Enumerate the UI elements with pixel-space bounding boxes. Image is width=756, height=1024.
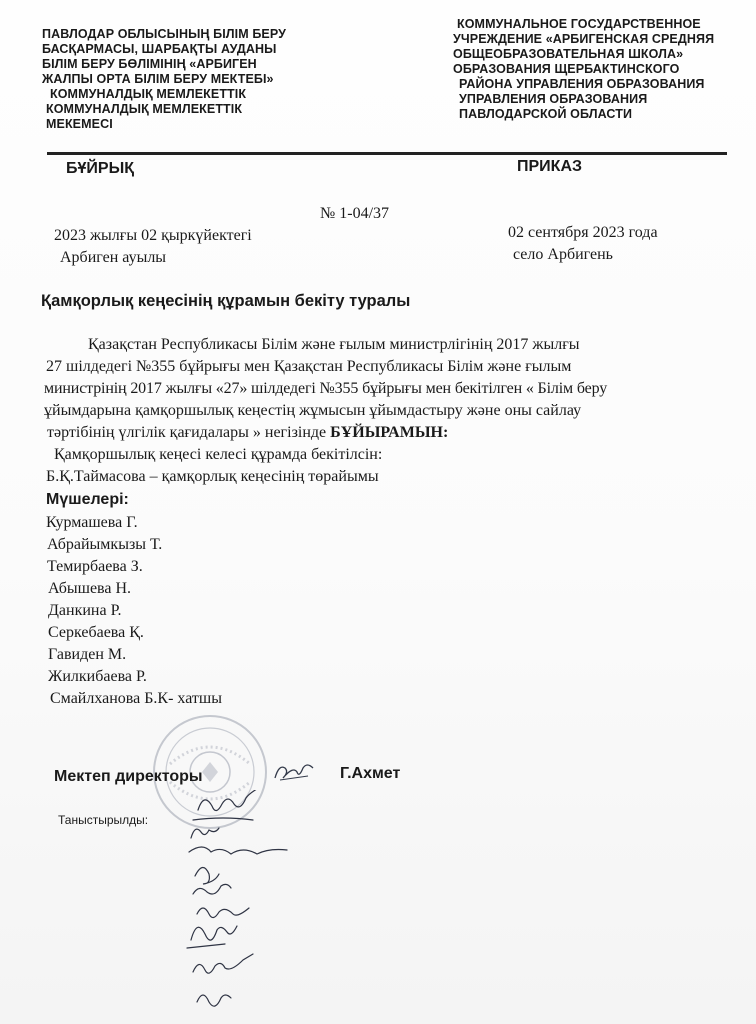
order-title: Қамқорлық кеңесінің құрамын бекіту туралы [41,292,411,310]
director-name: Г.Ахмет [340,765,401,782]
body-line: Қазақстан Республикасы Білім және ғылым министрлігінің 2017 жылғы [88,336,580,353]
director-title: Мектеп директоры [54,768,203,785]
member-item: Абрайымкызы Т. [47,536,163,553]
member-item: Курмашева Г. [46,514,138,531]
members-heading: Мүшелері: [46,491,129,508]
approve-line: Қамқоршылық кеңесі келесі құрамда бекітілсін: [54,446,383,463]
kz-header-line: КОММУНАЛДЫҚ МЕМЛЕКЕТТІК [50,87,247,101]
member-item: Серкебаева Қ. [48,624,144,641]
member-item: Абышева Н. [48,580,132,597]
ru-header-line: УЧРЕЖДЕНИЕ «АРБИГЕНСКАЯ СРЕДНЯЯ [453,32,715,46]
member-item: Смайлханова Б.К- хатшы [50,690,222,707]
member-item: Жилкибаева Р. [48,668,147,685]
ru-header-line: ПАВЛОДАРСКОЙ ОБЛАСТИ [459,107,633,121]
ru-institution-header [453,17,714,122]
header-divider [47,152,727,155]
kz-place: Арбиген ауылы [60,249,167,266]
ru-header-line: ОБРАЗОВАНИЯ ЩЕРБАКТИНСКОГО [453,62,680,76]
order-number: № 1-04/37 [320,205,390,222]
ru-date: 02 сентября 2023 года [508,224,658,241]
acquainted-label: Таныстырылды: [58,813,149,827]
director-signature [272,760,316,786]
kz-header-line: КОММУНАЛДЫҚ МЕМЛЕКЕТТІК [46,102,243,116]
order-word: БҰЙЫРАМЫН: [330,424,449,441]
ru-doc-type: ПРИКАЗ [517,158,583,175]
ru-header-line: УПРАВЛЕНИЯ ОБРАЗОВАНИЯ [459,92,648,106]
kz-institution-header [42,27,286,132]
body-line: 27 шілдедегі №355 бұйрығы мен Қазақстан Республикасы Білім және ғылым [46,358,572,375]
kz-header-line: ЖАЛПЫ ОРТА БІЛІМ БЕРУ МЕКТЕБІ» [42,72,274,86]
acquaintance-signatures [183,790,323,1020]
body-line: ұйымдарына қамқоршылық кеңестің жұмысын ұйымдастыру және оны сайлау [44,402,582,419]
body-line: министрінің 2017 жылғы «27» шілдедегі №355 бұйрығы мен бекітілген « Білім беру [44,380,608,397]
body-line-text: тәртібінің үлгілік қағидалары » негізінде [47,424,331,441]
kz-header-line: БІЛІМ БЕРУ БӨЛІМІНІҢ «АРБИГЕН [42,57,257,71]
body-line-final [47,424,448,442]
member-item: Данкина Р. [48,602,122,619]
ru-header-line: КОММУНАЛЬНОЕ ГОСУДАРСТВЕННОЕ [457,17,701,31]
ru-place: село Арбигень [513,246,613,263]
kz-header-line: МЕКЕМЕСІ [46,117,113,131]
kz-header-line: БАСҚАРМАСЫ, ШАРБАҚТЫ АУДАНЫ [42,42,277,56]
kz-header-line: ПАВЛОДАР ОБЛЫСЫНЫҢ БІЛІМ БЕРУ [42,27,286,41]
member-item: Темирбаева З. [47,558,143,575]
kz-date: 2023 жылғы 02 қыркүйектегі [54,227,252,244]
ru-header-line: РАЙОНА УПРАВЛЕНИЯ ОБРАЗОВАНИЯ [459,77,705,91]
kz-doc-type: БҰЙРЫҚ [66,160,134,177]
member-item: Гавиден М. [48,646,127,663]
chair-line: Б.Қ.Таймасова – қамқорлық кеңесінің төрайымы [46,468,379,485]
ru-header-line: ОБЩЕОБРАЗОВАТЕЛЬНАЯ ШКОЛА» [453,47,684,61]
